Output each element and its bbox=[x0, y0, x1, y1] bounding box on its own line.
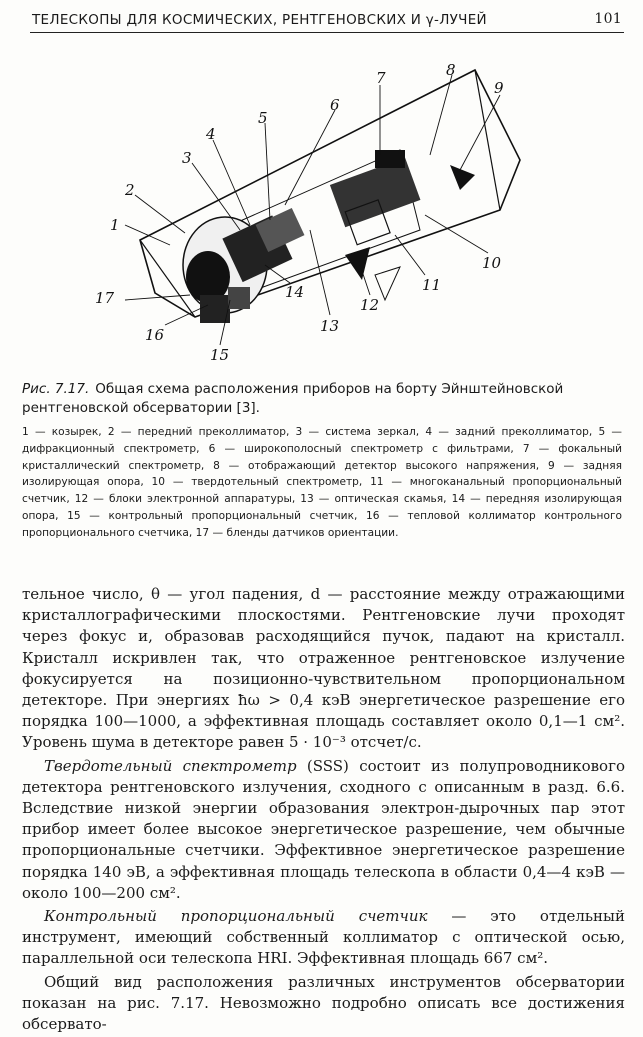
paragraph-1: тельное число, θ — угол падения, d — расстояние между отражающими кристаллографическими плоскостями. Рентгеновские лучи проходят через фокус и, образовав расходящийся пучок, падают на кристалл. Кристалл искривлен так, что отраженное рентгеновское излучение фокусируется на позиционно-чувствительном пропорциональном детекторе. При энергиях ħω > 0,4 кэВ энергетическое разрешение его порядка 100—1000, а эффективная площадь составляет около 0,1—1 см². Уровень шума в детекторе равен 5 · 10⁻³ отсчет/с. bbox=[22, 585, 625, 752]
callout-8: 8 bbox=[446, 61, 456, 79]
energy-expression: ħω > 0,4 кэВ bbox=[238, 691, 351, 710]
callout-4: 4 bbox=[206, 125, 216, 143]
legend-item: 15 — контрольный пропорциональный счетчик, bbox=[67, 509, 358, 522]
callout-3: 3 bbox=[182, 149, 192, 167]
caption-text: Общая схема расположения приборов на борту Эйнштейновской рентгеновской обсерватории [3]. bbox=[22, 381, 564, 416]
legend-item: 8 — отображающий детектор высокого напряжения, bbox=[213, 459, 540, 472]
body-text bbox=[22, 584, 625, 1037]
legend-item: 9 — задняя изолирующая опора, bbox=[22, 459, 622, 489]
callout-13: 13 bbox=[320, 317, 340, 335]
callout-10: 10 bbox=[482, 254, 502, 272]
caption-label: Рис. 7.17. bbox=[22, 381, 90, 397]
paragraph-2: Твердотельный спектрометр (SSS) состоит из полупроводникового детектора рентгеновского излучения, сходного с описанным в разд. 6.6. Вследствие низкой энергии образования электрон-дырочных пар этот прибор имеет более высокое энергетическое разрешение, чем обычные пропорциональные счетчики. Эффективное энергетическое разрешение порядка 140 эВ, а эффективная площадь телескопа в области 0,4—4 кэВ — около 100—200 см². bbox=[22, 756, 625, 902]
legend-item: 16 — тепловой коллиматор контрольного пропорционального счетчика, bbox=[22, 509, 622, 539]
callout-14: 14 bbox=[285, 283, 305, 301]
figure-legend bbox=[22, 424, 622, 542]
callout-2: 2 bbox=[125, 181, 135, 199]
callout-5: 5 bbox=[258, 109, 268, 127]
legend-item: 4 — задний преколлиматор, bbox=[425, 426, 593, 438]
callout-17: 17 bbox=[95, 289, 115, 307]
callout-7: 7 bbox=[376, 69, 386, 87]
legend-item: 10 — твердотельный спектрометр, bbox=[151, 476, 363, 489]
paragraph-4: Общий вид расположения различных инструментов обсерватории показан на рис. 7.17. Невозможно подробно описать все достижения обсервато- bbox=[22, 972, 625, 1034]
legend-item: 1 — козырек, bbox=[22, 426, 102, 438]
callout-11: 11 bbox=[422, 276, 442, 294]
term-sss: Твердотельный спектрометр bbox=[44, 756, 297, 775]
legend-item: 12 — блоки электронной аппаратуры, bbox=[74, 493, 296, 506]
figure-caption bbox=[22, 380, 622, 418]
legend-item: 3 — система зеркал, bbox=[295, 426, 420, 438]
legend-item: 6 — широкополосный спектрометр с фильтрами, bbox=[208, 442, 514, 455]
observatory-diagram bbox=[80, 55, 560, 375]
callout-15: 15 bbox=[210, 346, 230, 364]
paragraph-3: Контрольный пропорциональный счетчик — это отдельный инструмент, имеющий собственный коллиматор с оптической осью, параллельной оси телескопа HRI. Эффективная площадь 667 см². bbox=[22, 907, 625, 968]
legend-item: 17 — бленды датчиков ориентации. bbox=[195, 526, 399, 539]
focal-instruments bbox=[330, 158, 421, 228]
callout-12: 12 bbox=[360, 296, 380, 314]
legend-item: 13 — оптическая скамья, bbox=[300, 493, 447, 506]
callout-6: 6 bbox=[330, 96, 340, 114]
legend-item: 7 — фокальный кристаллический спектрометр, bbox=[22, 442, 623, 472]
legend-item: 11 — многоканальный пропорциональный счетчик, bbox=[22, 476, 622, 506]
term-monitor-counter: Контрольный пропорциональный счетчик bbox=[44, 907, 428, 926]
callout-16: 16 bbox=[145, 326, 165, 344]
legend-item: 14 — передняя изолирующая опора, bbox=[22, 493, 622, 522]
page-number: 101 bbox=[594, 11, 622, 27]
running-header bbox=[30, 6, 624, 33]
callout-1: 1 bbox=[110, 216, 120, 234]
callout-9: 9 bbox=[494, 79, 504, 97]
observatory-drawing bbox=[80, 55, 560, 375]
running-title: ТЕЛЕСКОПЫ ДЛЯ КОСМИЧЕСКИХ, РЕНТГЕНОВСКИХ И γ-ЛУЧЕЙ bbox=[32, 12, 487, 28]
legend-item: 5 — дифракционный спектрометр, bbox=[22, 426, 623, 455]
legend-item: 2 — передний преколлиматор, bbox=[107, 426, 290, 438]
